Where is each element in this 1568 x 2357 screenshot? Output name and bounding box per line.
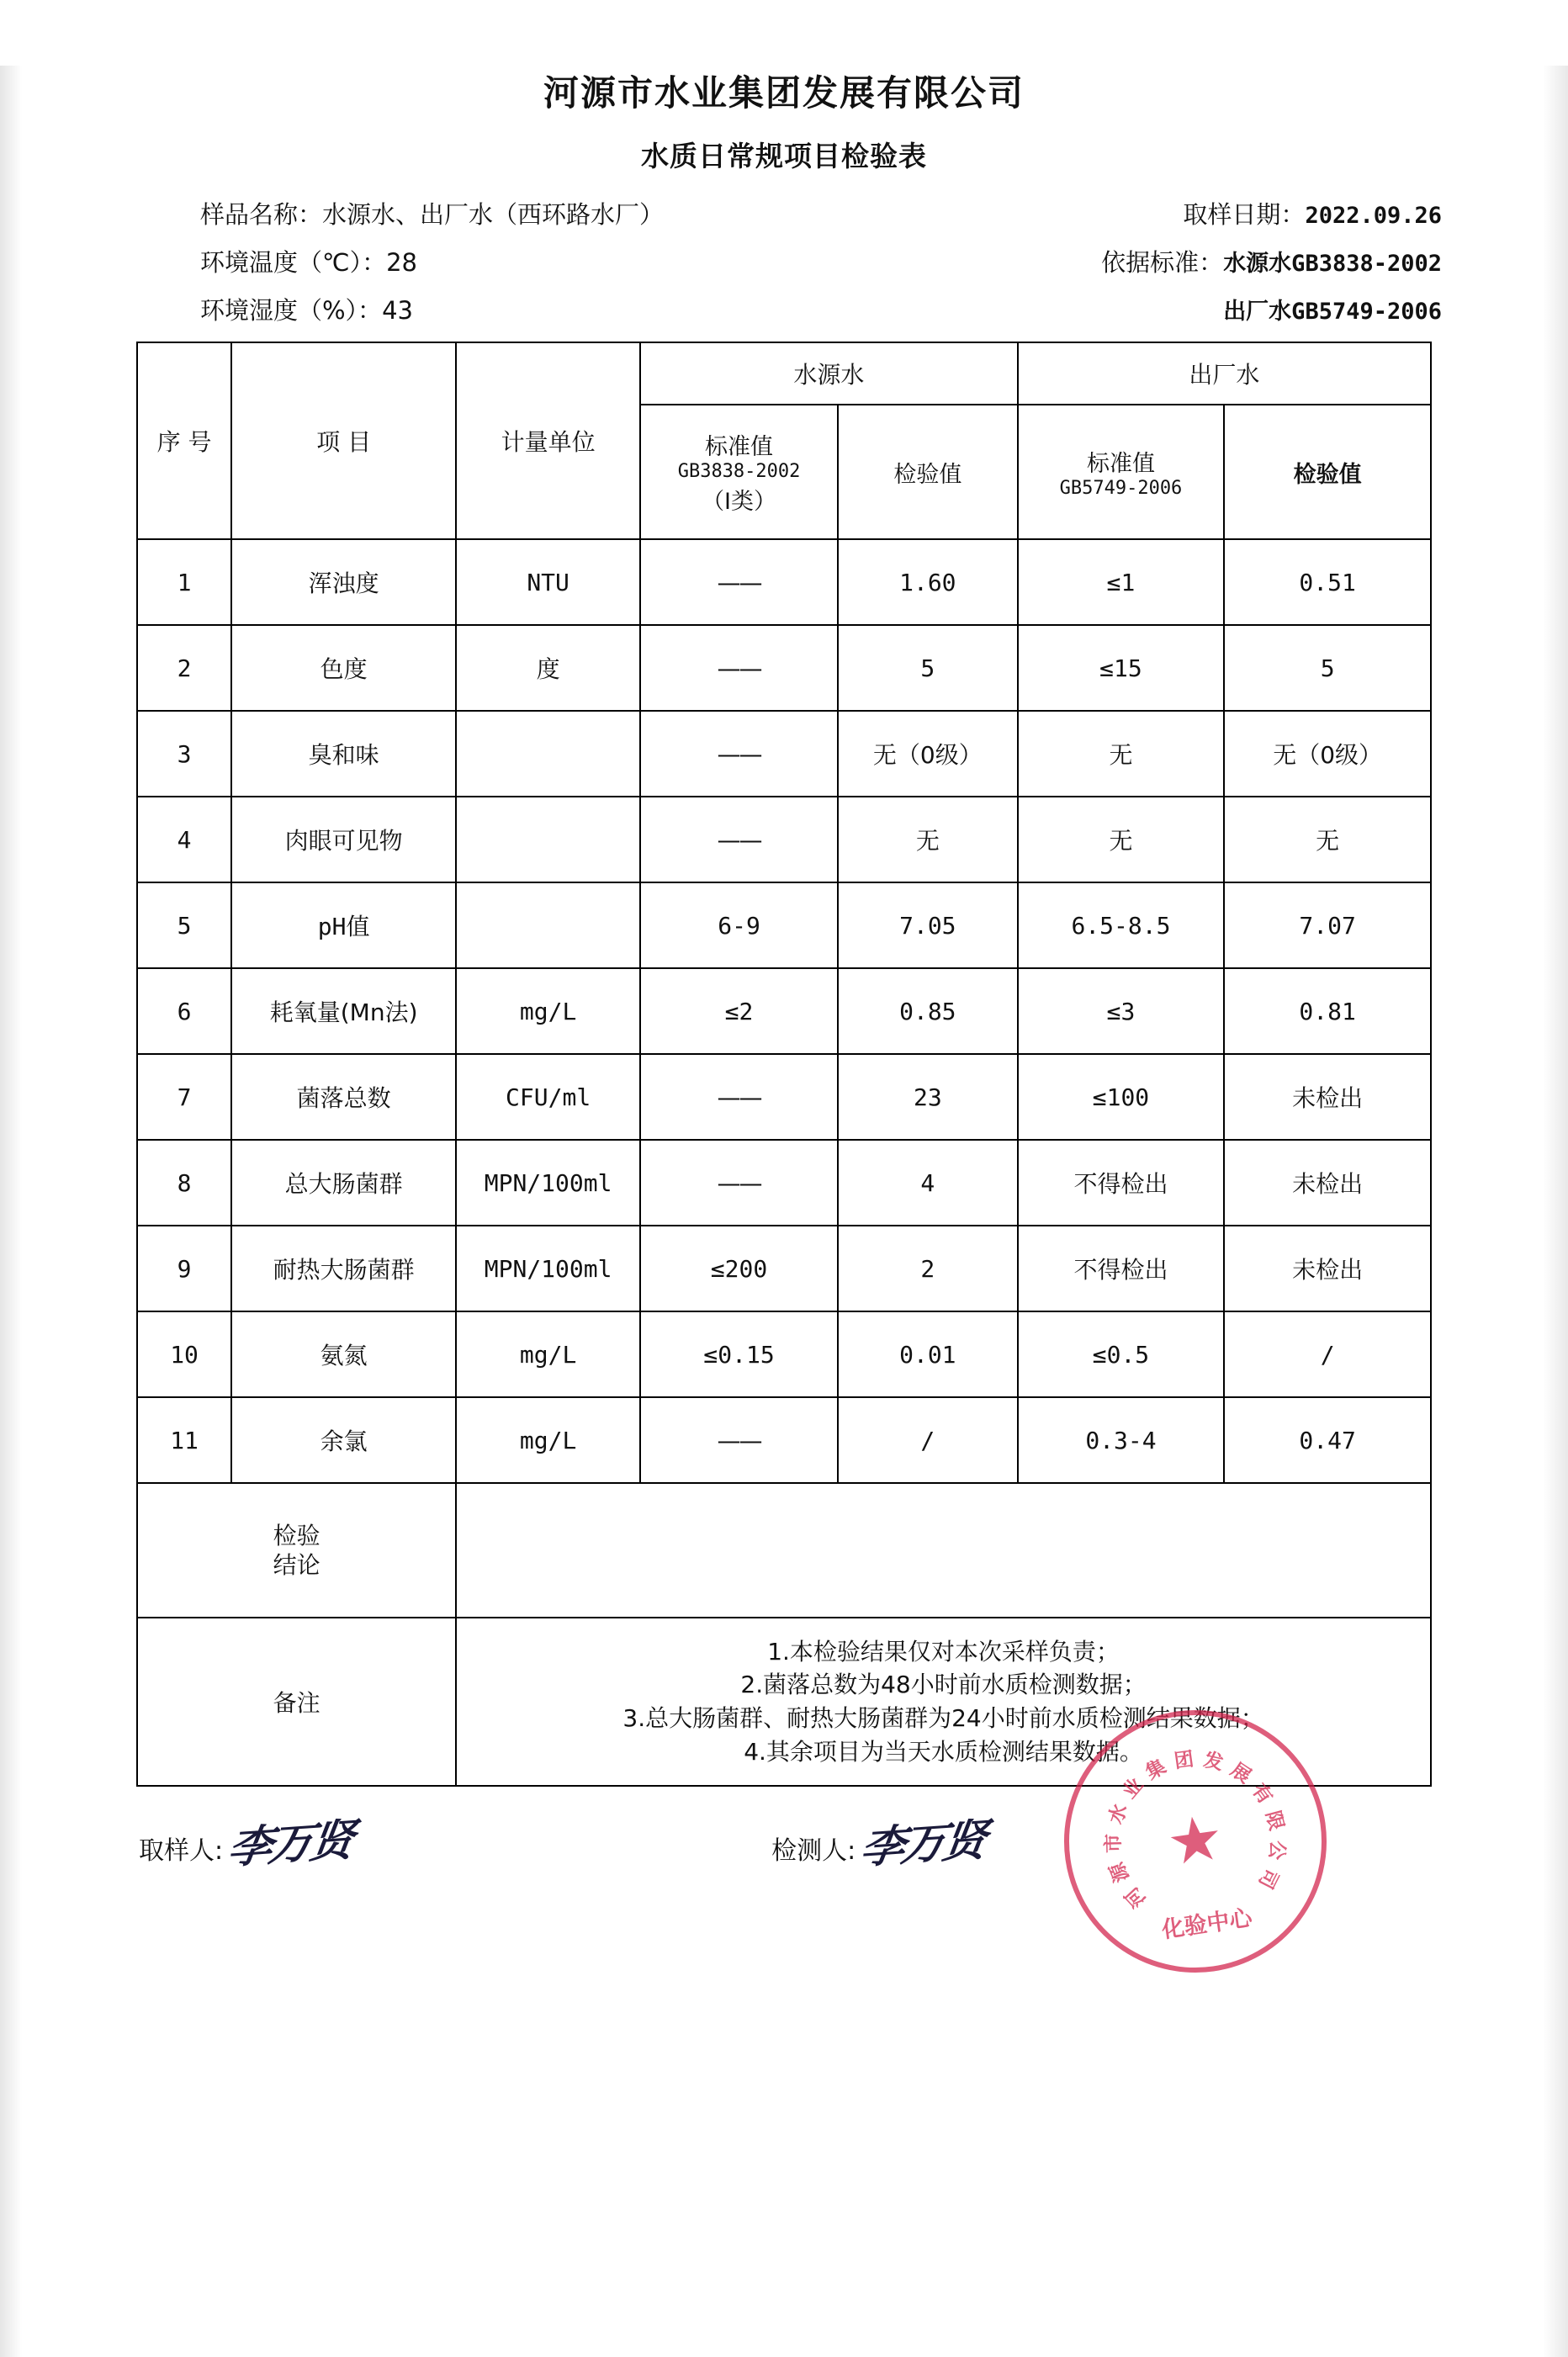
table-row [137, 797, 1431, 882]
row-no: 5 [137, 882, 231, 968]
table-row [137, 1397, 1431, 1483]
row-std-outlet: 不得检出 [1018, 1140, 1225, 1226]
sampling-date-label: 取样日期： [1183, 200, 1306, 229]
row-val-source: 7.05 [838, 882, 1018, 968]
row-std-source: —— [640, 1054, 838, 1140]
stamp-bottom-text: 化验中心 [1160, 1904, 1254, 1944]
row-unit [456, 882, 640, 968]
basis-standard-source: 水源水GB3838-2002 [1223, 251, 1442, 277]
humidity-label: 环境湿度（%）： [200, 296, 383, 325]
header-standard-source-l1: 标准值 [705, 434, 774, 461]
row-std-source: —— [640, 1140, 838, 1226]
row-val-outlet: 无（0级） [1224, 711, 1431, 797]
table-group-header-row [137, 342, 1431, 405]
basis-label: 依据标准： [1101, 248, 1224, 277]
header-group-source-water: 水源水 [640, 342, 1018, 405]
header-standard-outlet-l1: 标准值 [1086, 450, 1155, 477]
row-val-source: 23 [838, 1054, 1018, 1140]
table-row [137, 968, 1431, 1054]
remark-line: 4.其余项目为当天水质检测结果数据。 [744, 1737, 1143, 1766]
basis-standard-group [1101, 244, 1442, 278]
row-unit: 度 [456, 625, 640, 711]
row-std-source: —— [640, 711, 838, 797]
temperature-field [200, 244, 417, 278]
row-std-outlet: 无 [1018, 711, 1225, 797]
star-icon: ★ [1163, 1803, 1228, 1880]
row-item: 耐热大肠菌群 [231, 1226, 456, 1311]
conclusion-label [137, 1483, 456, 1618]
table-row [137, 1311, 1431, 1397]
row-val-source: 0.85 [838, 968, 1018, 1054]
tester-signature: 李万贤 [857, 1817, 988, 1873]
row-item: 臭和味 [231, 711, 456, 797]
row-item: 色度 [231, 625, 456, 711]
row-std-source: —— [640, 797, 838, 882]
header-standard-outlet-l2: GB5749-2006 [1059, 477, 1183, 499]
temperature-value: 28 [386, 248, 417, 277]
row-no: 8 [137, 1140, 231, 1226]
header-standard-source-l3: （Ⅰ类） [702, 488, 777, 515]
row-item: pH值 [231, 882, 456, 968]
table-row [137, 1140, 1431, 1226]
conclusion-row [137, 1483, 1431, 1618]
row-std-outlet: ≤3 [1018, 968, 1225, 1054]
row-item: 菌落总数 [231, 1054, 456, 1140]
row-val-source: 无 [838, 797, 1018, 882]
row-val-source: 1.60 [838, 539, 1018, 625]
row-unit: MPN/100ml [456, 1226, 640, 1311]
row-item: 肉眼可见物 [231, 797, 456, 882]
row-std-source: 6-9 [640, 882, 838, 968]
row-unit: mg/L [456, 968, 640, 1054]
row-no: 2 [137, 625, 231, 711]
document-page [0, 66, 1568, 2357]
row-no: 9 [137, 1226, 231, 1311]
row-std-outlet: 无 [1018, 797, 1225, 882]
sampler-label: 取样人: [139, 1836, 224, 1866]
row-val-source: 无（0级） [838, 711, 1018, 797]
row-std-source: —— [640, 625, 838, 711]
stamp-top-text: 河 源 市 水 业 集 团 发 展 有 限 公 司 [1102, 1748, 1289, 1912]
company-name: 河源市水业集团发展有限公司 [543, 72, 1025, 114]
header-value-source: 检验值 [838, 405, 1018, 539]
header-item: 项 目 [231, 342, 456, 539]
row-no: 3 [137, 711, 231, 797]
table-row [137, 539, 1431, 625]
remark-label: 备注 [137, 1618, 456, 1786]
page-title: 水质日常规项目检验表 [641, 140, 927, 172]
header-standard-source-l2: GB3838-2002 [677, 461, 801, 483]
table-row [137, 625, 1431, 711]
row-std-outlet: 6.5-8.5 [1018, 882, 1225, 968]
row-no: 6 [137, 968, 231, 1054]
table-row [137, 1054, 1431, 1140]
signature-row [0, 1809, 1568, 1873]
row-val-outlet: 未检出 [1224, 1140, 1431, 1226]
row-no: 10 [137, 1311, 231, 1397]
row-item: 耗氧量(Mn法) [231, 968, 456, 1054]
row-std-outlet: ≤1 [1018, 539, 1225, 625]
row-std-source: —— [640, 1397, 838, 1483]
row-unit: CFU/ml [456, 1054, 640, 1140]
row-item: 总大肠菌群 [231, 1140, 456, 1226]
remark-row [137, 1618, 1431, 1786]
remark-content [456, 1618, 1431, 1786]
remark-line: 3.总大肠菌群、耐热大肠菌群为24小时前水质检测结果数据； [622, 1704, 1264, 1732]
row-std-outlet: 0.3-4 [1018, 1397, 1225, 1483]
humidity-value: 43 [382, 296, 413, 325]
row-std-source: ≤200 [640, 1226, 838, 1311]
row-item: 余氯 [231, 1397, 456, 1483]
page-edge-shadow-left [0, 66, 22, 2357]
sampler-signature-block [139, 1809, 355, 1873]
header-no: 序 号 [137, 342, 231, 539]
row-no: 7 [137, 1054, 231, 1140]
row-unit [456, 711, 640, 797]
document-meta [0, 196, 1568, 326]
row-val-outlet: 未检出 [1224, 1054, 1431, 1140]
humidity-field [200, 292, 413, 326]
row-no: 11 [137, 1397, 231, 1483]
sampling-date-value: 2022.09.26 [1305, 203, 1442, 229]
row-val-source: / [838, 1397, 1018, 1483]
row-unit: MPN/100ml [456, 1140, 640, 1226]
sample-name: 样品名称：水源水、出厂水（西环路水厂） [200, 200, 665, 229]
row-std-outlet: 不得检出 [1018, 1226, 1225, 1311]
basis-standard-outlet: 出厂水GB5749-2006 [1223, 299, 1442, 325]
table-row [137, 711, 1431, 797]
page-edge-shadow-right [1543, 66, 1568, 2357]
row-val-source: 5 [838, 625, 1018, 711]
row-val-outlet: 0.51 [1224, 539, 1431, 625]
conclusion-label-line2: 结论 [273, 1551, 320, 1579]
row-val-outlet: 0.47 [1224, 1397, 1431, 1483]
row-val-outlet: / [1224, 1311, 1431, 1397]
header-standard-source [640, 405, 838, 539]
inspection-table [136, 342, 1432, 1787]
row-std-outlet: ≤0.5 [1018, 1311, 1225, 1397]
row-val-outlet: 0.81 [1224, 968, 1431, 1054]
header-group-outlet-water: 出厂水 [1018, 342, 1431, 405]
row-std-source: ≤2 [640, 968, 838, 1054]
row-no: 4 [137, 797, 231, 882]
row-val-source: 0.01 [838, 1311, 1018, 1397]
meta-row-humidity [0, 292, 1568, 326]
row-unit: NTU [456, 539, 640, 625]
row-std-outlet: ≤100 [1018, 1054, 1225, 1140]
row-no: 1 [137, 539, 231, 625]
sampler-signature: 李万贤 [225, 1817, 355, 1873]
meta-row-sample [0, 196, 1568, 230]
row-std-source: —— [640, 539, 838, 625]
row-val-outlet: 无 [1224, 797, 1431, 882]
remark-line: 2.菌落总数为48小时前水质检测数据； [740, 1671, 1147, 1699]
header-value-outlet: 检验值 [1224, 405, 1431, 539]
row-val-source: 2 [838, 1226, 1018, 1311]
table-row [137, 1226, 1431, 1311]
header-unit: 计量单位 [456, 342, 640, 539]
row-std-source: ≤0.15 [640, 1311, 838, 1397]
row-std-outlet: ≤15 [1018, 625, 1225, 711]
sampling-date-group [1183, 196, 1442, 230]
row-val-outlet: 5 [1224, 625, 1431, 711]
temperature-label: 环境温度（℃）： [200, 248, 387, 277]
row-item: 氨氮 [231, 1311, 456, 1397]
tester-signature-block [771, 1809, 988, 1873]
row-val-source: 4 [838, 1140, 1018, 1226]
row-item: 浑浊度 [231, 539, 456, 625]
conclusion-content [456, 1483, 1431, 1618]
row-val-outlet: 未检出 [1224, 1226, 1431, 1311]
row-unit: mg/L [456, 1397, 640, 1483]
tester-label: 检测人: [771, 1836, 856, 1866]
table-row [137, 882, 1431, 968]
row-val-outlet: 7.07 [1224, 882, 1431, 968]
conclusion-label-line1: 检验 [273, 1522, 320, 1549]
remark-line: 1.本检验结果仅对本次采样负责； [767, 1637, 1120, 1666]
row-unit: mg/L [456, 1311, 640, 1397]
row-unit [456, 797, 640, 882]
header-standard-outlet [1018, 405, 1225, 539]
meta-row-temperature [0, 244, 1568, 278]
